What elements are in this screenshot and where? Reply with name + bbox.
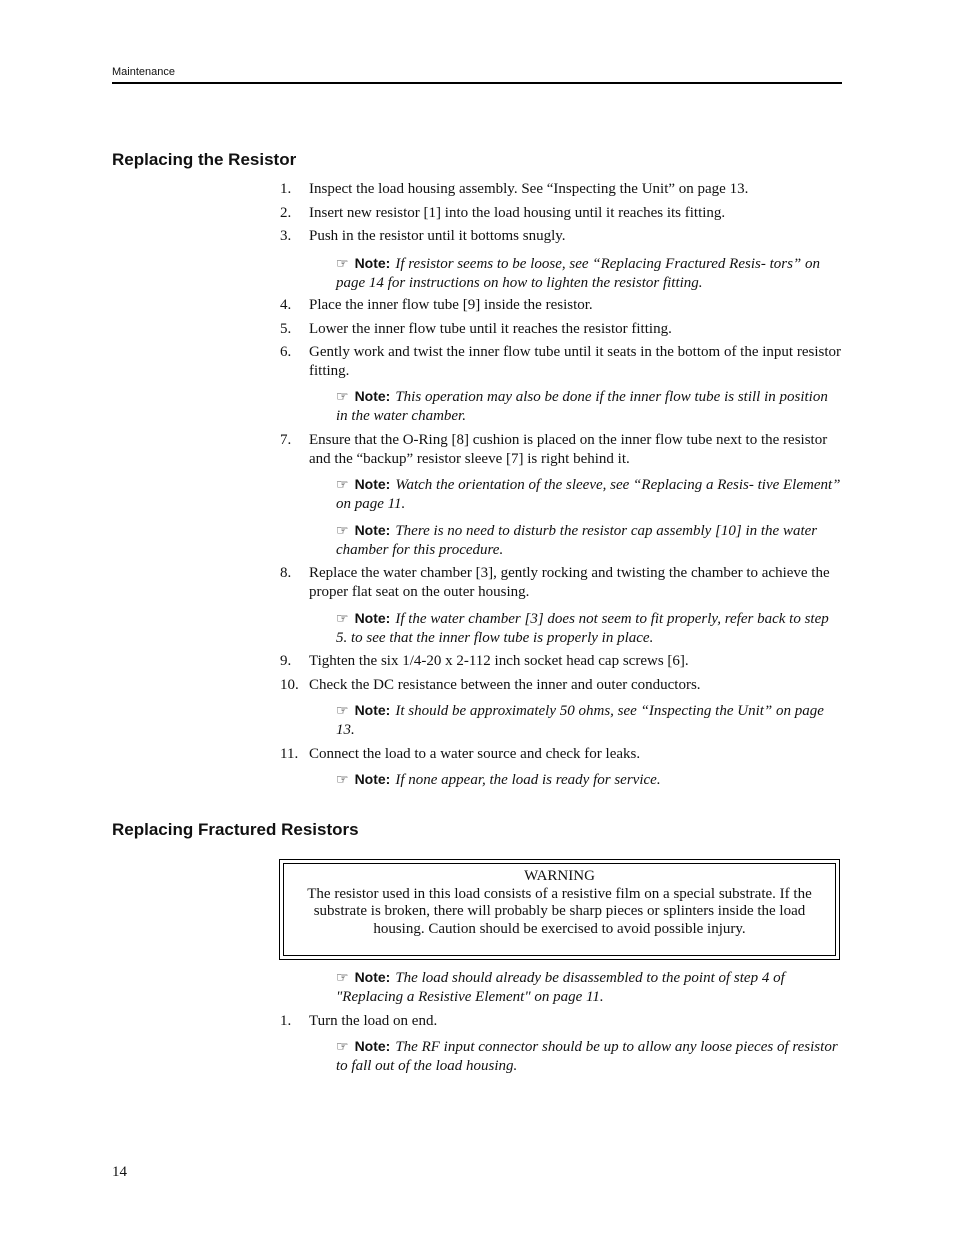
step-text: Push in the resistor until it bottoms snugly.: [309, 228, 566, 244]
section-heading-replacing-resistor: Replacing the Resistor: [112, 150, 297, 169]
step-number: 2.: [280, 205, 292, 221]
note-label: Note:: [354, 255, 391, 271]
step-number: 10.: [280, 677, 299, 693]
step-text: Ensure that the O-Ring [8] cushion is placed on the inner flow tube next to the resistor and the “backup” resistor sleeve [7] is right behind it.: [309, 432, 828, 467]
step-item: [280, 1012, 842, 1031]
note: [336, 254, 842, 292]
pointing-hand-icon: ☞: [336, 389, 349, 405]
step-item: [280, 320, 842, 339]
step-number: 1.: [280, 1013, 292, 1029]
warning-title: WARNING: [524, 868, 595, 884]
note-label: Note:: [354, 388, 391, 404]
pointing-hand-icon: ☞: [336, 772, 349, 788]
page-number: 14: [112, 1164, 127, 1180]
step-number: 1.: [280, 181, 292, 197]
step-text: Tighten the six 1/4-20 x 2-112 inch socket head cap screws [6].: [309, 653, 689, 669]
step-text: Check the DC resistance between the inner and outer conductors.: [309, 677, 701, 693]
note-text: This operation may also be done if the inner flow tube is still in position in the water chamber.: [336, 389, 828, 424]
step-item: [280, 180, 842, 199]
step-text: Connect the load to a water source and check for leaks.: [309, 746, 641, 762]
step-text: Inspect the load housing assembly. See “Inspecting the Unit” on page 13.: [309, 181, 749, 197]
step-text: Gently work and twist the inner flow tube until it seats in the bottom of the input resistor fitting.: [309, 344, 842, 379]
note-label: Note:: [354, 969, 391, 985]
pointing-hand-icon: ☞: [336, 703, 349, 719]
note-text: There is no need to disturb the resistor cap assembly [10] in the water chamber for this procedure.: [336, 523, 818, 558]
note-text: If resistor seems to be loose, see “Replacing Fractured Resis- tors” on page 14 for instructions on how to lighten the resistor fitting.: [336, 256, 821, 291]
step-item: [280, 564, 842, 602]
step-item: [280, 676, 842, 695]
note-text: Watch the orientation of the sleeve, see “Replacing a Resis- tive Element” on page 11.: [336, 477, 841, 512]
step-number: 3.: [280, 228, 292, 244]
step-item: [280, 296, 842, 315]
note-label: Note:: [354, 771, 391, 787]
note-text: The load should already be disassembled to the point of step 4 of "Replacing a Resistive Element" on page 11.: [336, 970, 785, 1005]
step-text: Insert new resistor [1] into the load housing until it reaches its fitting.: [309, 205, 726, 221]
note-label: Note:: [354, 702, 391, 718]
note-text: If none appear, the load is ready for service.: [395, 772, 661, 788]
note: [336, 1037, 842, 1075]
step-text: Replace the water chamber [3], gently rocking and twisting the chamber to achieve the proper flat seat on the outer housing.: [309, 565, 830, 600]
pointing-hand-icon: ☞: [336, 1039, 349, 1055]
step-item: [280, 652, 842, 671]
note-label: Note:: [354, 476, 391, 492]
note: [336, 609, 842, 647]
note: [336, 521, 842, 559]
section-heading-replacing-fractured-resistors: Replacing Fractured Resistors: [112, 820, 359, 839]
warning-inner-frame: [283, 863, 836, 956]
step-text: Lower the inner flow tube until it reaches the resistor fitting.: [309, 321, 672, 337]
note: [336, 387, 842, 425]
note-label: Note:: [354, 610, 391, 626]
step-text: Turn the load on end.: [309, 1013, 438, 1029]
header-rule: [112, 82, 842, 84]
pointing-hand-icon: ☞: [336, 970, 349, 986]
note: [336, 968, 842, 1006]
pointing-hand-icon: ☞: [336, 477, 349, 493]
step-number: 9.: [280, 653, 292, 669]
pointing-hand-icon: ☞: [336, 523, 349, 539]
step-number: 6.: [280, 344, 292, 360]
step-item: [280, 343, 842, 381]
step-number: 5.: [280, 321, 292, 337]
note: [336, 701, 842, 739]
step-number: 4.: [280, 297, 292, 313]
note-label: Note:: [354, 1038, 391, 1054]
pointing-hand-icon: ☞: [336, 611, 349, 627]
note: [336, 475, 842, 513]
step-item: [280, 204, 842, 223]
step-item: [280, 431, 842, 469]
pointing-hand-icon: ☞: [336, 256, 349, 272]
step-number: 11.: [280, 746, 299, 762]
step-text: Place the inner flow tube [9] inside the resistor.: [309, 297, 593, 313]
warning-text: The resistor used in this load consists of a resistive film on a special substrate. If the substrate is broken, there will probably be sharp pieces or splinters inside the load housing. Caution should be exercised to avoid possible injury.: [307, 885, 812, 937]
note-text: The RF input connector should be up to allow any loose pieces of resistor to fall out of the load housing.: [336, 1039, 838, 1074]
step-item: [280, 745, 842, 764]
note-label: Note:: [354, 522, 391, 538]
warning-box: [279, 859, 840, 960]
header-section-label: Maintenance: [112, 66, 175, 78]
note-text: It should be approximately 50 ohms, see “Inspecting the Unit” on page 13.: [336, 703, 824, 738]
step-item: [280, 227, 842, 246]
step-number: 7.: [280, 432, 292, 448]
note-text: If the water chamber [3] does not seem to fit properly, refer back to step 5. to see that the inner flow tube is properly in place.: [336, 611, 829, 646]
step-number: 8.: [280, 565, 292, 581]
note: [336, 770, 842, 790]
